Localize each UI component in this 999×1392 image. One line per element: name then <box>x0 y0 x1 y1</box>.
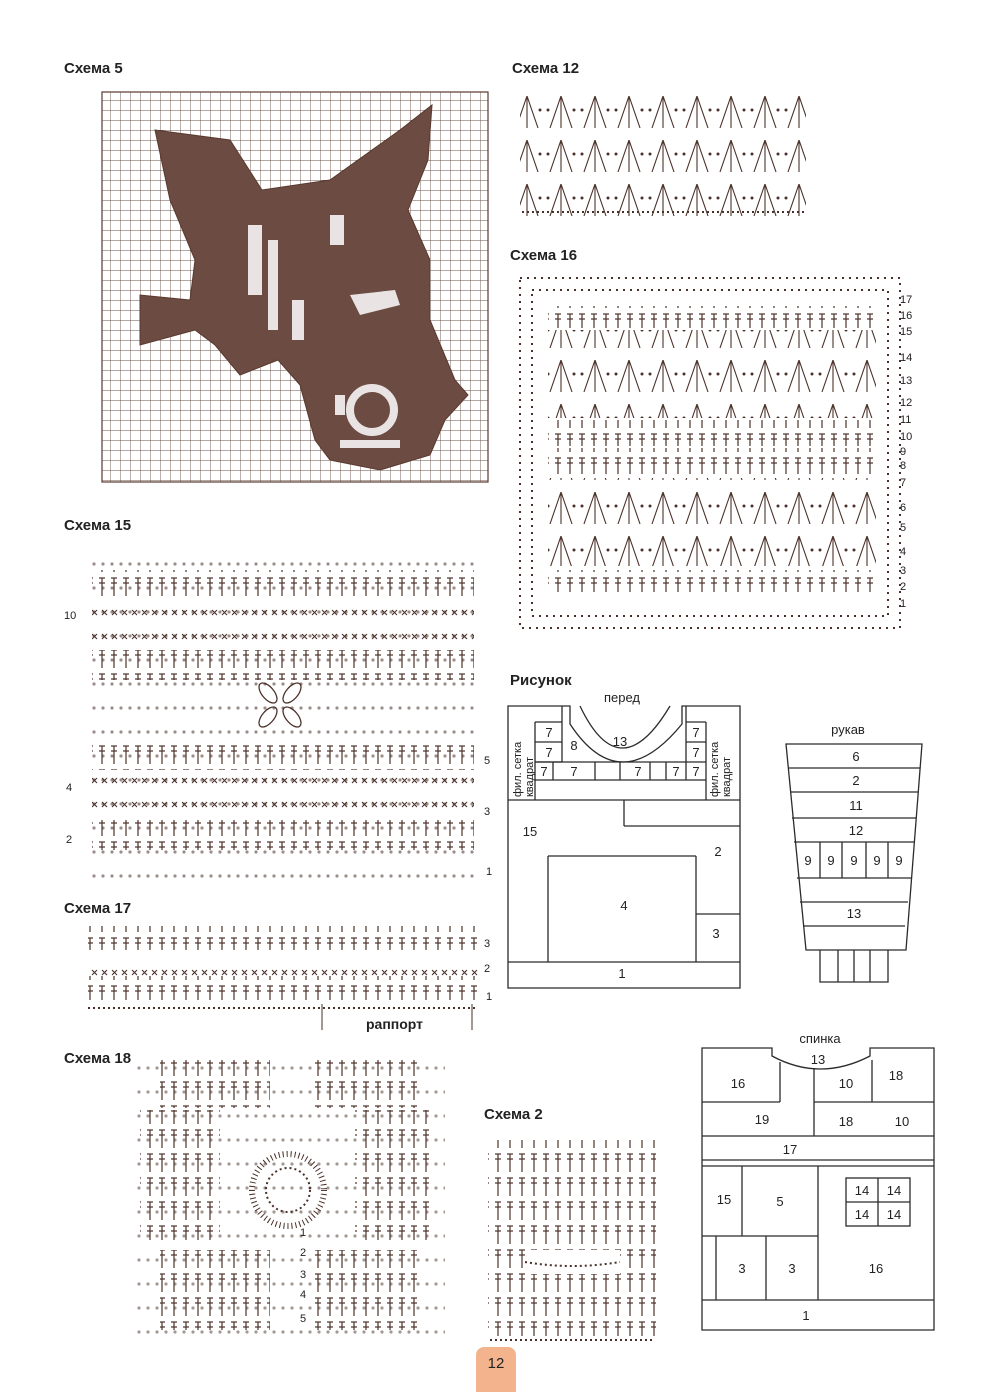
back-n14-c: 14 <box>854 1207 870 1222</box>
back-n16-b: 16 <box>868 1261 884 1276</box>
schema-17-chart <box>88 926 478 1030</box>
s15-row-4: 4 <box>66 782 73 794</box>
s17-row-1: 1 <box>486 991 493 1003</box>
sleeve-row-12: 12 <box>848 823 864 838</box>
back-n3-b: 3 <box>788 1261 796 1276</box>
sleeve-row-9e: 9 <box>895 853 903 868</box>
front-n2: 2 <box>714 844 722 859</box>
back-n16: 16 <box>730 1076 746 1091</box>
sleeve-row-9d: 9 <box>873 853 881 868</box>
s16-row-6: 6 <box>900 502 907 514</box>
front-side-label-right-2: квадрат <box>721 756 733 797</box>
front-n1: 1 <box>618 966 626 981</box>
s15-row-1: 1 <box>486 866 493 878</box>
sleeve-row-9a: 9 <box>804 853 812 868</box>
schema-12-label: Схема 12 <box>512 60 580 77</box>
sleeve-row-6: 6 <box>852 749 860 764</box>
sleeve-row-9c: 9 <box>850 853 858 868</box>
s16-row-10: 10 <box>900 431 913 443</box>
front-title: перед <box>603 690 641 705</box>
s18-row-2: 2 <box>300 1247 307 1259</box>
back-n18-b: 18 <box>838 1114 854 1129</box>
front-n7-i: 7 <box>692 764 700 779</box>
s15-row-10: 10 <box>64 610 77 622</box>
front-n13: 13 <box>612 734 628 749</box>
schema-12-chart <box>520 88 806 218</box>
front-n7-h: 7 <box>672 764 680 779</box>
s15-row-2: 2 <box>66 834 73 846</box>
front-n7-e: 7 <box>540 764 548 779</box>
s16-row-5: 5 <box>900 522 907 534</box>
schema-15-label: Схема 15 <box>64 517 132 534</box>
schema-18-label: Схема 18 <box>64 1050 132 1067</box>
front-n3: 3 <box>712 926 720 941</box>
front-n7-f: 7 <box>570 764 578 779</box>
s16-row-3: 3 <box>900 565 907 577</box>
front-n7-c: 7 <box>692 725 700 740</box>
s16-row-4: 4 <box>900 546 907 558</box>
s18-row-5: 5 <box>300 1313 307 1325</box>
front-n7-b: 7 <box>545 745 553 760</box>
schema-17-label: Схема 17 <box>64 900 132 917</box>
back-n15: 15 <box>716 1192 732 1207</box>
s16-row-8: 8 <box>900 460 907 472</box>
sleeve-row-13: 13 <box>846 906 862 921</box>
back-n17: 17 <box>782 1142 798 1157</box>
s17-row-2: 2 <box>484 963 491 975</box>
front-n8: 8 <box>570 738 578 753</box>
front-n4: 4 <box>620 898 628 913</box>
drawing-label: Рисунок <box>510 672 572 689</box>
front-n7-g: 7 <box>634 764 642 779</box>
back-n19: 19 <box>754 1112 770 1127</box>
back-title: спинка <box>799 1031 841 1046</box>
sleeve-row-2: 2 <box>852 773 860 788</box>
sleeve-row-11: 11 <box>849 798 863 813</box>
front-n7-a: 7 <box>545 725 553 740</box>
s16-row-15: 15 <box>900 326 913 338</box>
sleeve-row-9b: 9 <box>827 853 835 868</box>
back-n10-b: 10 <box>894 1114 910 1129</box>
s18-row-4: 4 <box>300 1289 307 1301</box>
back-n14-a: 14 <box>854 1183 870 1198</box>
back-n3-a: 3 <box>738 1261 746 1276</box>
back-n5: 5 <box>776 1194 784 1209</box>
s15-row-3: 3 <box>484 806 491 818</box>
schema-17-row-numbers <box>484 938 492 1003</box>
sleeve-title: рукав <box>831 722 865 737</box>
s16-row-14: 14 <box>900 352 913 364</box>
s18-row-1: 1 <box>300 1227 307 1239</box>
schema-2-label: Схема 2 <box>484 1106 543 1123</box>
back-n13: 13 <box>810 1052 826 1067</box>
front-side-label-right-1: фил. сетка <box>709 741 721 797</box>
s16-row-9: 9 <box>900 446 907 458</box>
s16-row-2: 2 <box>900 581 907 593</box>
back-n18-a: 18 <box>888 1068 904 1083</box>
s16-row-17: 17 <box>900 294 913 306</box>
back-n14-b: 14 <box>886 1183 902 1198</box>
schema-16-row-numbers <box>900 294 912 610</box>
schema-5-label: Схема 5 <box>64 60 123 77</box>
s16-row-12: 12 <box>900 397 913 409</box>
s16-row-7: 7 <box>900 477 907 489</box>
back-n10-a: 10 <box>838 1076 854 1091</box>
s16-row-1: 1 <box>900 598 907 610</box>
schema-5-grid <box>102 92 488 482</box>
schema-15-chart <box>88 545 478 880</box>
rapport-label: раппорт <box>366 1016 424 1032</box>
s18-row-3: 3 <box>300 1269 307 1281</box>
front-side-label-left-2: квадрат <box>524 756 536 797</box>
page-number: 12 <box>476 1347 516 1392</box>
schema-16-chart <box>520 278 900 628</box>
s16-row-11: 11 <box>900 414 912 426</box>
s16-row-16: 16 <box>900 310 913 322</box>
s16-row-13: 13 <box>900 375 913 387</box>
schema-18-chart <box>135 1048 445 1340</box>
schema-2-chart <box>488 1140 656 1340</box>
front-side-label-left-1: фил. сетка <box>512 741 524 797</box>
schema-16-label: Схема 16 <box>510 247 578 264</box>
back-n14-d: 14 <box>886 1207 902 1222</box>
back-n1: 1 <box>802 1308 810 1323</box>
s15-row-5: 5 <box>484 755 491 767</box>
front-n15: 15 <box>522 824 538 839</box>
front-n7-d: 7 <box>692 745 700 760</box>
s17-row-3: 3 <box>484 938 491 950</box>
